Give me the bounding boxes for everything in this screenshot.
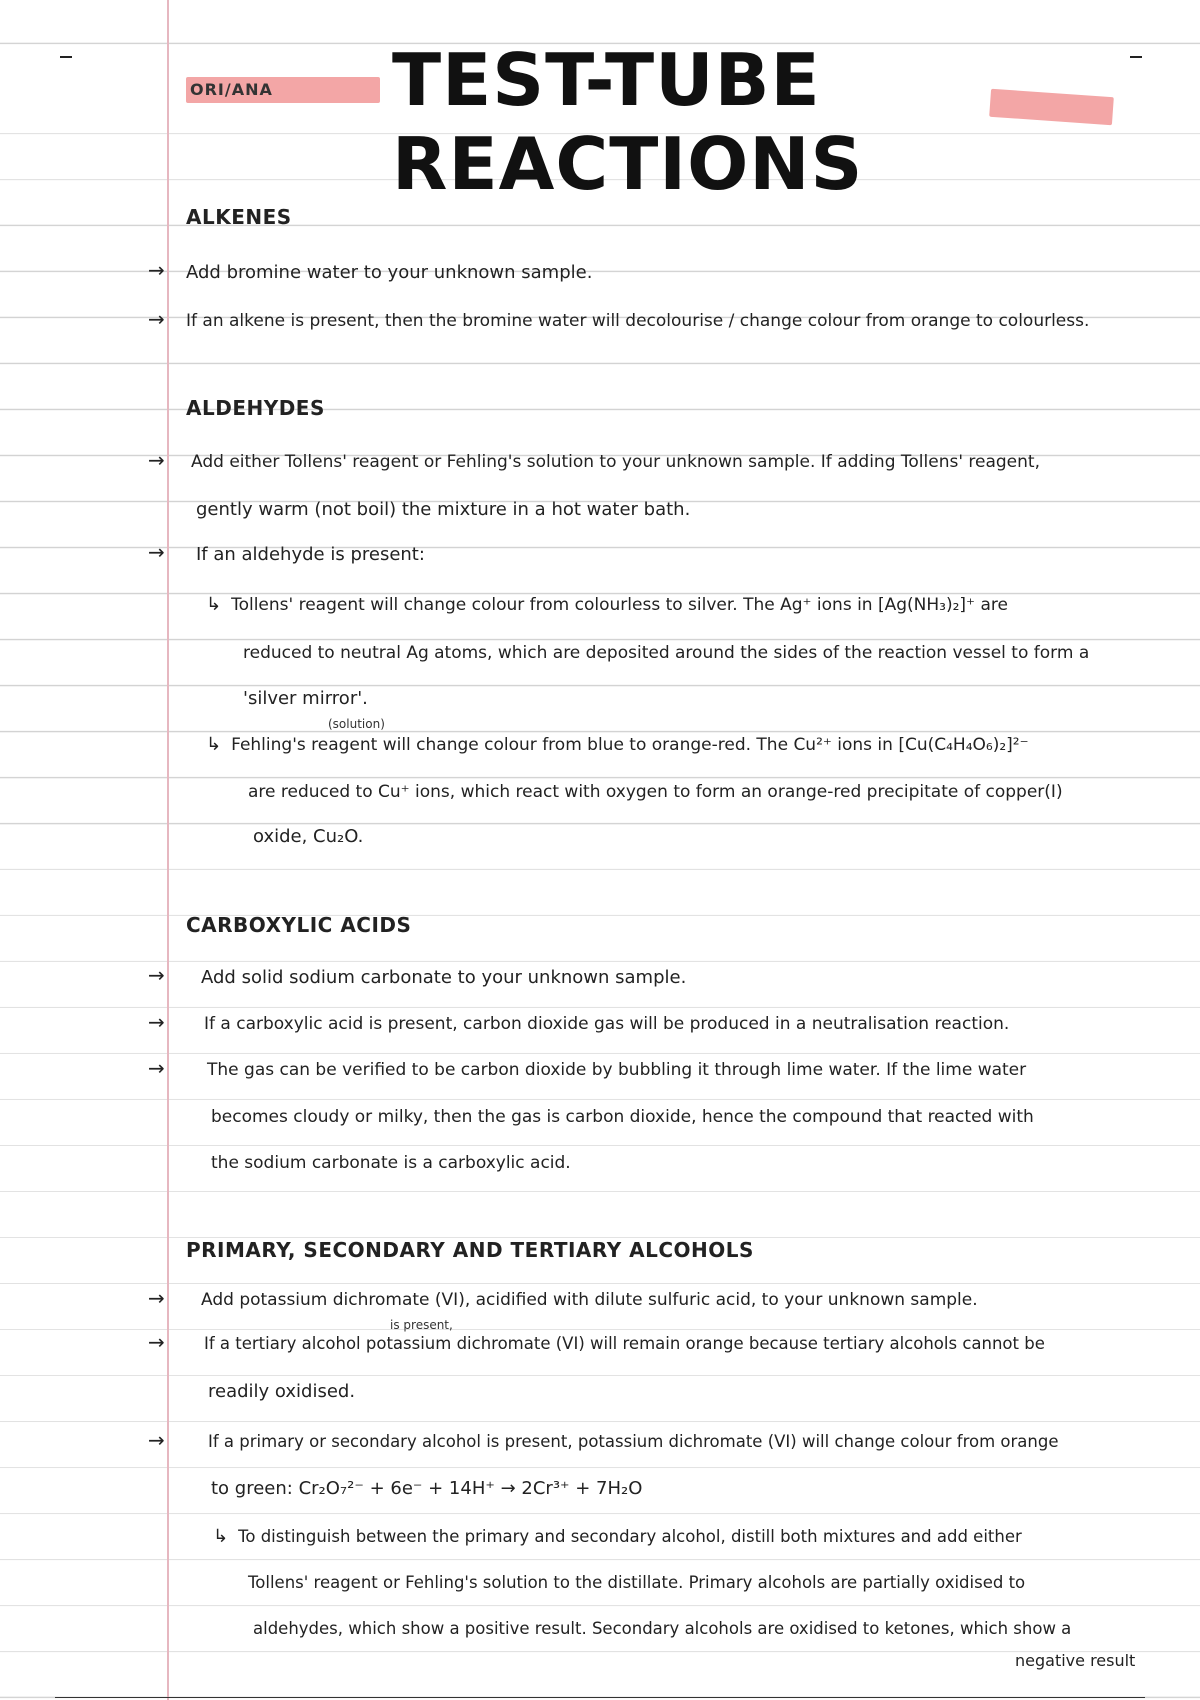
heading-aldehydes: ALDEHYDES [186, 396, 325, 420]
aldehydes-line-4: ↳ Tollens' reagent will change colour from colourless to silver. The Ag⁺ ions in [Ag(NH₃)₂]⁺ are [206, 594, 1008, 615]
alcohols-line-3: readily oxidised. [208, 1381, 356, 1402]
arrow-icon: → [148, 1056, 165, 1080]
alcohols-line-1: Add potassium dichromate (VI), acidified with dilute sulfuric acid, to your unknown sample. [201, 1290, 978, 1310]
alcohols-line-9: negative result [1015, 1651, 1136, 1670]
alcohols-line-8: aldehydes, which show a positive result. Secondary alcohols are oxidised to ketones, which show a [253, 1619, 1072, 1638]
aldehydes-line-2: gently warm (not boil) the mixture in a hot water bath. [196, 499, 691, 520]
aldehydes-line-1: Add either Tollens' reagent or Fehling's solution to your unknown sample. If adding Tollens' reagent, [191, 452, 1040, 472]
alcohols-line-2: If a tertiary alcohol potassium dichromate (VI) will remain orange because tertiary alcohols cannot be [204, 1334, 1045, 1353]
arrow-icon: → [148, 963, 165, 987]
carboxylic-line-2: If a carboxylic acid is present, carbon dioxide gas will be produced in a neutralisation reaction. [204, 1014, 1010, 1034]
arrow-icon: → [148, 1010, 165, 1034]
aldehydes-line-6: 'silver mirror'. [243, 688, 368, 709]
carboxylic-line-1: Add solid sodium carbonate to your unknown sample. [201, 967, 687, 988]
subject-tag: ORI/ANA [186, 77, 380, 103]
arrow-icon: → [148, 1428, 165, 1452]
carboxylic-line-5: the sodium carbonate is a carboxylic acid. [211, 1153, 571, 1173]
alcohols-line-4: If a primary or secondary alcohol is present, potassium dichromate (VI) will change colour from orange [208, 1432, 1059, 1451]
alkenes-line-1: Add bromine water to your unknown sample. [186, 262, 593, 283]
arrow-icon: → [148, 448, 165, 472]
alkenes-line-2: If an alkene is present, then the bromine water will decolourise / change colour from orange to colourless. [186, 311, 1090, 331]
aldehydes-line-7: ↳ Fehling's reagent will change colour from blue to orange-red. The Cu²⁺ ions in [Cu(C₄H₄O₆)₂]²⁻ [206, 734, 1029, 755]
page-title: TEST-TUBE REACTIONS [392, 38, 864, 206]
arrow-icon: → [148, 1286, 165, 1310]
heading-alkenes: ALKENES [186, 205, 292, 229]
carboxylic-line-4: becomes cloudy or milky, then the gas is carbon dioxide, hence the compound that reacted with [211, 1107, 1034, 1127]
sub-arrow-icon: ↳ [206, 594, 222, 615]
alcohols-line-7: Tollens' reagent or Fehling's solution to the distillate. Primary alcohols are partially oxidised to [248, 1573, 1026, 1592]
aldehydes-line-8: are reduced to Cu⁺ ions, which react with oxygen to form an orange-red precipitate of copper(I) [248, 782, 1063, 802]
arrow-icon: → [148, 1330, 165, 1354]
heading-carboxylic-acids: CARBOXYLIC ACIDS [186, 913, 412, 937]
bottom-rule [55, 1697, 1145, 1698]
alcohols-line-5: to green: Cr₂O₇²⁻ + 6e⁻ + 14H⁺ → 2Cr³⁺ + 7H₂O [211, 1478, 643, 1499]
hole-mark-left [60, 56, 72, 58]
annotation-is-present: is present, [390, 1318, 453, 1332]
aldehydes-line-5: reduced to neutral Ag atoms, which are deposited around the sides of the reaction vessel to form a [243, 643, 1090, 663]
aldehydes-line-3: If an aldehyde is present: [196, 544, 425, 565]
arrow-icon: → [148, 540, 165, 564]
arrow-icon: → [148, 307, 165, 331]
aldehydes-line-9: oxide, Cu₂O. [253, 826, 364, 847]
alcohols-line-6: ↳ To distinguish between the primary and secondary alcohol, distill both mixtures and add either [213, 1526, 1022, 1547]
annotation-solution: (solution) [328, 717, 385, 731]
heading-alcohols: PRIMARY, SECONDARY AND TERTIARY ALCOHOLS [186, 1238, 754, 1262]
sub-arrow-icon: ↳ [213, 1526, 229, 1547]
arrow-icon: → [148, 258, 165, 282]
sub-arrow-icon: ↳ [206, 734, 222, 755]
margin-line [167, 0, 169, 1700]
carboxylic-line-3: The gas can be verified to be carbon dioxide by bubbling it through lime water. If the lime water [207, 1060, 1027, 1080]
